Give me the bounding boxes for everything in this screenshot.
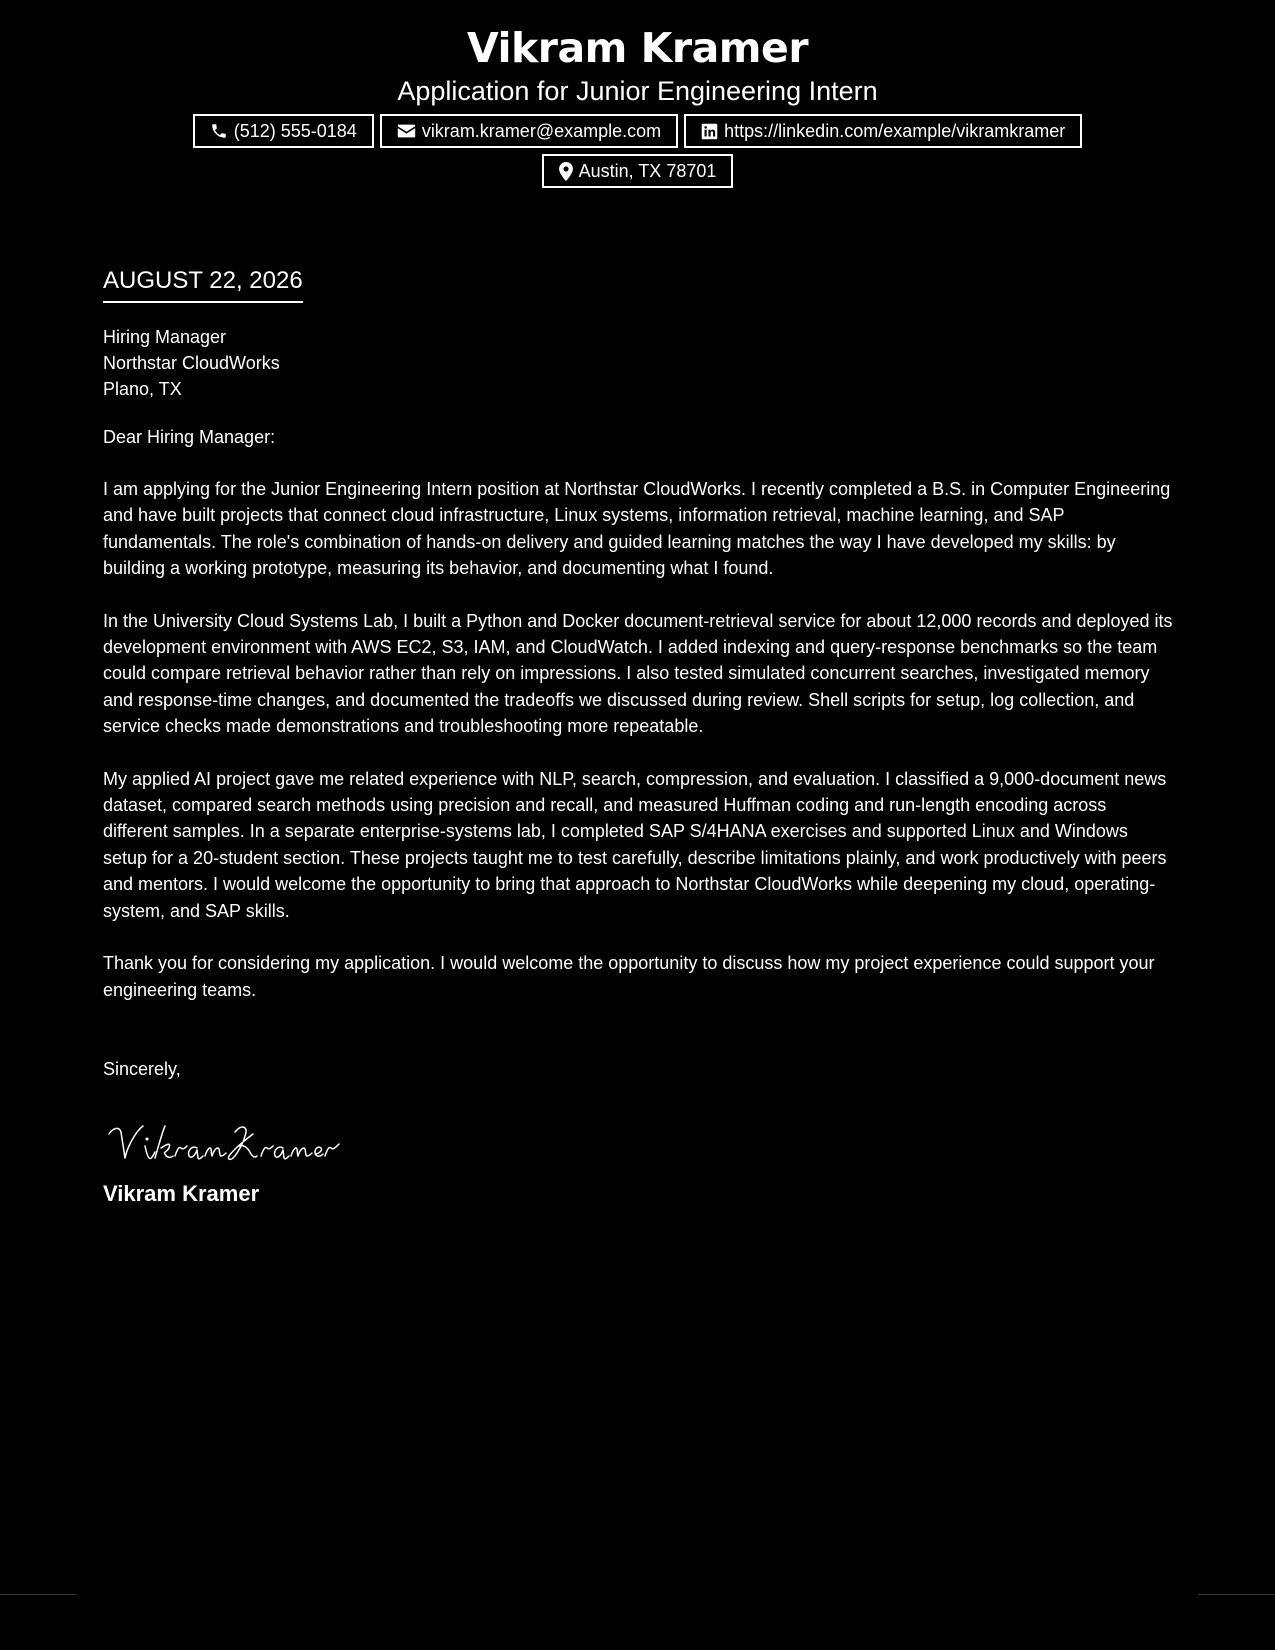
letter-header [0,22,1275,188]
email-contact[interactable] [380,114,678,148]
contact-row-location [0,154,1275,188]
applicant-name: Vikram Kramer [466,24,809,72]
recipient-block [103,324,1173,402]
phone-icon [210,122,228,140]
paragraph-thanks: Thank you for considering my application. I would welcome the opportunity to discuss how my project experience could support your engineering teams. [103,953,1155,1000]
application-subtitle: Application for Junior Engineering Intern [397,76,878,106]
letter-body [103,266,1173,1208]
signed-name: Vikram Kramer [103,1180,260,1206]
recipient-company: Northstar CloudWorks [103,353,280,373]
recipient-title: Hiring Manager [103,327,227,347]
location-text: Austin, TX 78701 [578,161,717,181]
contact-row [0,114,1275,148]
email-text: vikram.kramer@example.com [421,121,662,141]
paragraph-cloud-lab: In the University Cloud Systems Lab, I built a Python and Docker document-retrieval service for about 12,000 records and deployed its development environment with AWS EC2, S3, IAM, and CloudWatch. I added indexing and query-response benchmarks so the team could compare retrieval behavior rather than rely on impressions. I also tested simulated concurrent searches, investigated memory and response-time changes, and documented the tradeoffs we discussed during review. Shell scripts for setup, log collection, and service checks made demonstrations and troubleshooting more repeatable. [103,610,1173,737]
paragraph-ai-project: My applied AI project gave me related experience with NLP, search, compression, and evaluation. I classified a 9,000-document news dataset, compared search methods using precision and recall, and measured Huffman coding and run-length encoding across different samples. In a separate enterprise-systems lab, I completed SAP S/4HANA exercises and supported Linux and Windows setup for a 20-student section. These projects taught me to test carefully, describe limitations plainly, and work productively with peers and mentors. I would welcome the opportunity to bring that approach to Northstar CloudWorks while deepening my cloud, operating-system, and SAP skills. [103,768,1167,921]
footer-rule-left [0,1594,77,1595]
linkedin-contact[interactable] [684,114,1082,148]
map-marker-icon [559,162,573,181]
recipient-location: Plano, TX [103,379,182,399]
paragraph-intro: I am applying for the Junior Engineering Intern position at Northstar CloudWorks. I recently completed a B.S. in Computer Engineering and have built projects that connect cloud infrastructure, Linux systems, information retrieval, machine learning, and SAP fundamentals. The role's combination of hands-on delivery and guided learning matches the way I have developed my skills: by building a working prototype, measuring its behavior, and documenting what I found. [103,479,1171,579]
closing: Sincerely, [103,1058,181,1079]
linkedin-text: https://linkedin.com/example/vikramkramer [724,121,1066,141]
salutation: Dear Hiring Manager: [103,427,276,447]
letter-date: AUGUST 22, 2026 [103,266,303,303]
linkedin-icon [701,123,718,140]
location-contact [542,154,734,188]
phone-text: (512) 555-0184 [233,121,357,141]
footer-rule-right [1198,1594,1275,1595]
handwritten-signature [103,1112,1173,1172]
phone-contact [193,114,374,148]
envelope-icon [397,123,416,139]
